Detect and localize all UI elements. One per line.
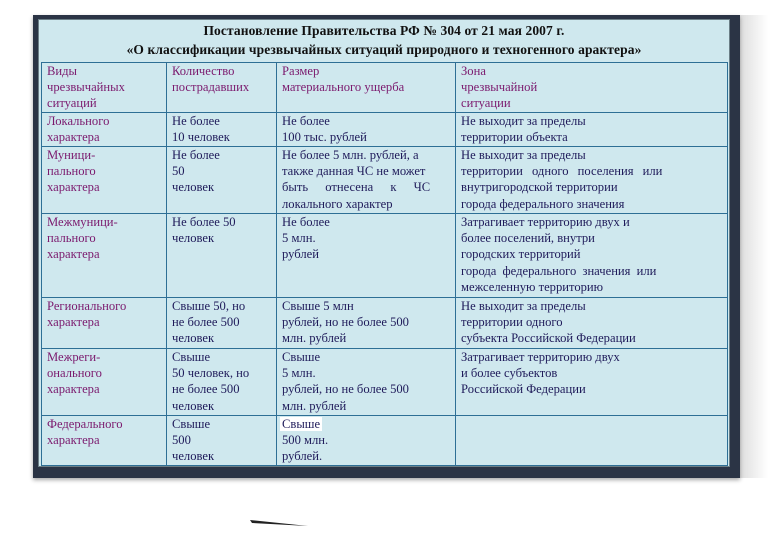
cell-line: межселенную территорию: [461, 279, 604, 294]
cell-line: человек: [172, 449, 215, 464]
cell-line: Затрагивает территорию двух и: [461, 215, 630, 229]
header-cell-damage: [277, 63, 456, 113]
cell-line: Не выходит за пределы: [461, 114, 586, 128]
cell-line: человек: [172, 231, 215, 246]
cell-line: Межмуници-: [47, 215, 118, 229]
cell-line: территории одного: [461, 315, 563, 330]
cell-line: млн. рублей: [282, 398, 347, 413]
cell-damage: [277, 214, 456, 298]
cell-zone: [456, 113, 728, 147]
cell-line: характера: [47, 130, 100, 145]
title-line-2: «О классификации чрезвычайных ситуаций природного и техногенного арактера»: [126, 42, 642, 57]
cell-line: Не выходит за пределы: [461, 299, 586, 313]
cell-line: Не более: [172, 114, 220, 128]
table-row: [42, 349, 728, 416]
cell-line: характера: [47, 433, 100, 448]
cell-line: внутригородской территории: [461, 180, 618, 195]
cell-line: человек: [172, 398, 215, 413]
cell-line: человек: [172, 180, 215, 195]
cell-line: более поселений, внутри: [461, 231, 595, 246]
cell-victims: [167, 147, 277, 214]
cell-line: пострадавших: [172, 80, 250, 95]
table-header-row: [42, 63, 728, 113]
cell-line: Не более: [172, 148, 220, 162]
page-shadow: [740, 15, 768, 478]
cell-line: Не более 50: [172, 215, 236, 229]
cell-kind: [42, 113, 167, 147]
slide-frame: [33, 15, 740, 478]
cell-line: Локального: [47, 114, 110, 128]
cell-line: не более 500: [172, 382, 240, 397]
cell-line: 500 млн.: [282, 433, 329, 448]
header-cell-victims: [167, 63, 277, 113]
cell-line: онального: [47, 366, 102, 381]
cell-line: чрезвычайных: [47, 80, 125, 95]
document-title: [39, 20, 729, 63]
cell-line: города федерального значения: [461, 196, 625, 211]
cell-zone: [456, 298, 728, 349]
cell-kind: [42, 349, 167, 416]
cell-kind: [42, 416, 167, 466]
highlighted-text: Свыше: [282, 417, 321, 431]
cell-line: Свыше: [172, 350, 211, 364]
cell-victims: [167, 214, 277, 298]
cell-line: Муници-: [47, 148, 96, 162]
table-row: [42, 214, 728, 298]
cell-line: 50: [172, 164, 185, 179]
cell-victims: [167, 113, 277, 147]
cell-line: Свыше 5 млн: [282, 299, 354, 313]
cell-line: млн. рублей: [282, 331, 347, 346]
cell-line: Свыше 50, но: [172, 299, 246, 313]
cell-damage: [277, 147, 456, 214]
cell-line: Свыше: [172, 417, 211, 431]
cell-damage: [277, 298, 456, 349]
cell-line: Затрагивает территорию двух: [461, 350, 620, 364]
cell-line: Не более: [282, 114, 330, 128]
cell-zone-empty: [456, 416, 728, 466]
cell-line: Федерального: [47, 417, 123, 431]
cell-line: 100 тыс. рублей: [282, 130, 367, 145]
cell-kind: [42, 214, 167, 298]
cell-line: пального: [47, 231, 96, 246]
cell-line: рублей, но не более 500: [282, 382, 409, 397]
cell-line: не более 500: [172, 315, 240, 330]
cell-zone: [456, 214, 728, 298]
cell-line: и более субъектов: [461, 366, 558, 381]
cell-line: Свыше: [282, 350, 321, 364]
cell-line: характера: [47, 247, 100, 262]
cell-victims: [167, 416, 277, 466]
cell-line: локального характер: [282, 196, 393, 211]
cell-line: Зона: [461, 64, 486, 78]
cell-damage: [277, 349, 456, 416]
cell-line: Российской Федерации: [461, 382, 586, 397]
cell-line: Регионального: [47, 299, 127, 313]
cell-line: характера: [47, 315, 100, 330]
cell-line: территории одного поселения или: [461, 164, 663, 179]
cell-line: материального ущерба: [282, 80, 405, 95]
cell-kind: [42, 147, 167, 214]
cell-line: рублей: [282, 247, 319, 262]
cell-line: [282, 416, 450, 432]
cell-line: 5 млн.: [282, 366, 316, 381]
cell-line: 500: [172, 433, 191, 448]
cell-line: Не более: [282, 215, 330, 229]
cell-zone: [456, 349, 728, 416]
cell-line: рублей, но не более 500: [282, 315, 409, 330]
header-cell-kind: [42, 63, 167, 113]
cell-line: ситуаций: [47, 96, 97, 111]
table-row: [42, 113, 728, 147]
cell-victims: [167, 349, 277, 416]
cell-line: Не более 5 млн. рублей, а: [282, 148, 419, 162]
cell-line: субъекта Российской Федерации: [461, 331, 636, 346]
cell-line: Виды: [47, 64, 78, 78]
cell-line: рублей.: [282, 449, 323, 464]
document-scan: [38, 19, 730, 467]
cell-line: Количество: [172, 64, 235, 78]
cell-line: человек: [172, 331, 215, 346]
cell-kind: [42, 298, 167, 349]
cell-line: характера: [47, 180, 100, 195]
cell-line: 5 млн.: [282, 231, 316, 246]
cell-line: Межреги-: [47, 350, 101, 364]
page-curl-decoration: [250, 518, 310, 528]
cell-damage: [277, 113, 456, 147]
cell-line: территории объекта: [461, 130, 568, 145]
cell-line: характера: [47, 382, 100, 397]
cell-line: также данная ЧС не может: [282, 164, 426, 179]
cell-line: ситуации: [461, 96, 511, 111]
cell-line: 10 человек: [172, 130, 230, 145]
cell-line: пального: [47, 164, 96, 179]
classification-table: [41, 62, 728, 466]
header-cell-zone: [456, 63, 728, 113]
cell-damage: [277, 416, 456, 466]
cell-line: 50 человек, но: [172, 366, 250, 381]
cell-line: Размер: [282, 64, 320, 78]
cell-zone: [456, 147, 728, 214]
cell-line: чрезвычайной: [461, 80, 538, 95]
table-row: [42, 416, 728, 466]
table-row: [42, 298, 728, 349]
cell-line: городских территорий: [461, 247, 581, 262]
cell-victims: [167, 298, 277, 349]
title-line-1: Постановление Правительства РФ № 304 от 21 мая 2007 г.: [203, 23, 565, 38]
cell-line: Не выходит за пределы: [461, 148, 586, 162]
cell-line: быть отнесена к ЧС: [282, 180, 431, 195]
table-row: [42, 147, 728, 214]
cell-line: города федерального значения или: [461, 263, 657, 278]
